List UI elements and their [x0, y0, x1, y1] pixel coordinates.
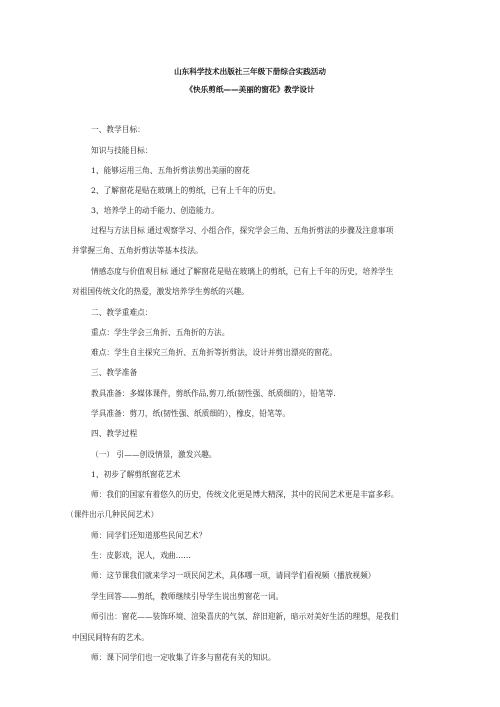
paragraph-line: 教具准备：多媒体课件，剪纸作品,剪刀,纸(韧性强、纸质细的），铅笔等. [91, 389, 336, 398]
paragraph-line: 生：皮影戏，泥人，戏曲…… [91, 551, 191, 560]
paragraph-line: 师：这节课我们就来学习一项民间艺术，具体哪一项，请同学们看视频（播放视频） [91, 571, 376, 580]
list-item: 3、培养学上的动手能力、创造能力。 [91, 206, 219, 215]
section-heading: 四、教学过程 [91, 429, 138, 438]
paragraph-line: 对祖国传统文化的热爱，激发培养学生剪纸的兴趣。 [72, 287, 249, 296]
section-heading: 二、教学重难点： [91, 308, 153, 317]
section-heading: 一、教学目标： [91, 125, 145, 134]
paragraph-line: 师：课下同学们也一定收集了许多与窗花有关的知识。 [91, 653, 276, 662]
paragraph-line: 重点：学生学会三角折、五角折的方法。 [91, 328, 230, 337]
paragraph-line: 学具准备：剪刀，纸(韧性强、纸质细的），橡皮，铅笔等。 [91, 409, 291, 418]
paragraph-line: （课件出示几种民间艺术） [66, 510, 159, 519]
list-item: 1、能够运用三角、五角折剪法剪出美丽的窗花 [91, 166, 250, 175]
subheading: （一） 引——创设情景，激发兴趣。 [91, 450, 217, 459]
paragraph-line: 并掌握三角、五角折剪法等基本技法。 [72, 246, 203, 255]
section-heading: 三、教学准备 [91, 368, 138, 377]
paragraph-line: 难点：学生自主探究三角折、五角折等折剪法，设计并剪出漂亮的窗花。 [91, 348, 338, 357]
paragraph-line: 师引出：窗花——装饰环境、渲染喜庆的气氛、辞旧迎新，暗示对美好生活的理想，是我们 [91, 612, 399, 621]
subheading: 1、初步了解剪纸窗花艺术 [91, 470, 181, 479]
paragraph-line: 中国民间特有的艺术。 [72, 633, 149, 642]
document-subtitle: 《快乐剪纸——美丽的窗花》教学设计 [185, 85, 315, 94]
paragraph-line: 学生回答——剪纸，教师继续引导学生说出剪窗花一词。 [91, 592, 284, 601]
document-title: 山东科学技术出版社三年级下册综合实践活动 [174, 67, 326, 76]
paragraph-line: 过程与方法目标 通过观察学习、小组合作，探究学会三角、五角折剪法的步骤及注意事项 [91, 226, 394, 235]
subheading: 知识与技能目标： [91, 146, 153, 155]
paragraph-line: 师：我们的国家有着悠久的历史，传统文化更是博大精深，其中的民间艺术更是丰富多彩。 [91, 490, 399, 499]
paragraph-line: 情感态度与价值观目标 通过了解窗花是贴在玻璃上的剪纸，已有上千年的历史，培养学生 [91, 267, 394, 276]
paragraph-line: 师：同学们还知道那些民间艺术？ [91, 531, 207, 540]
list-item: 2、了解窗花是贴在玻璃上的剪纸，已有上千年的历史。 [91, 186, 281, 195]
